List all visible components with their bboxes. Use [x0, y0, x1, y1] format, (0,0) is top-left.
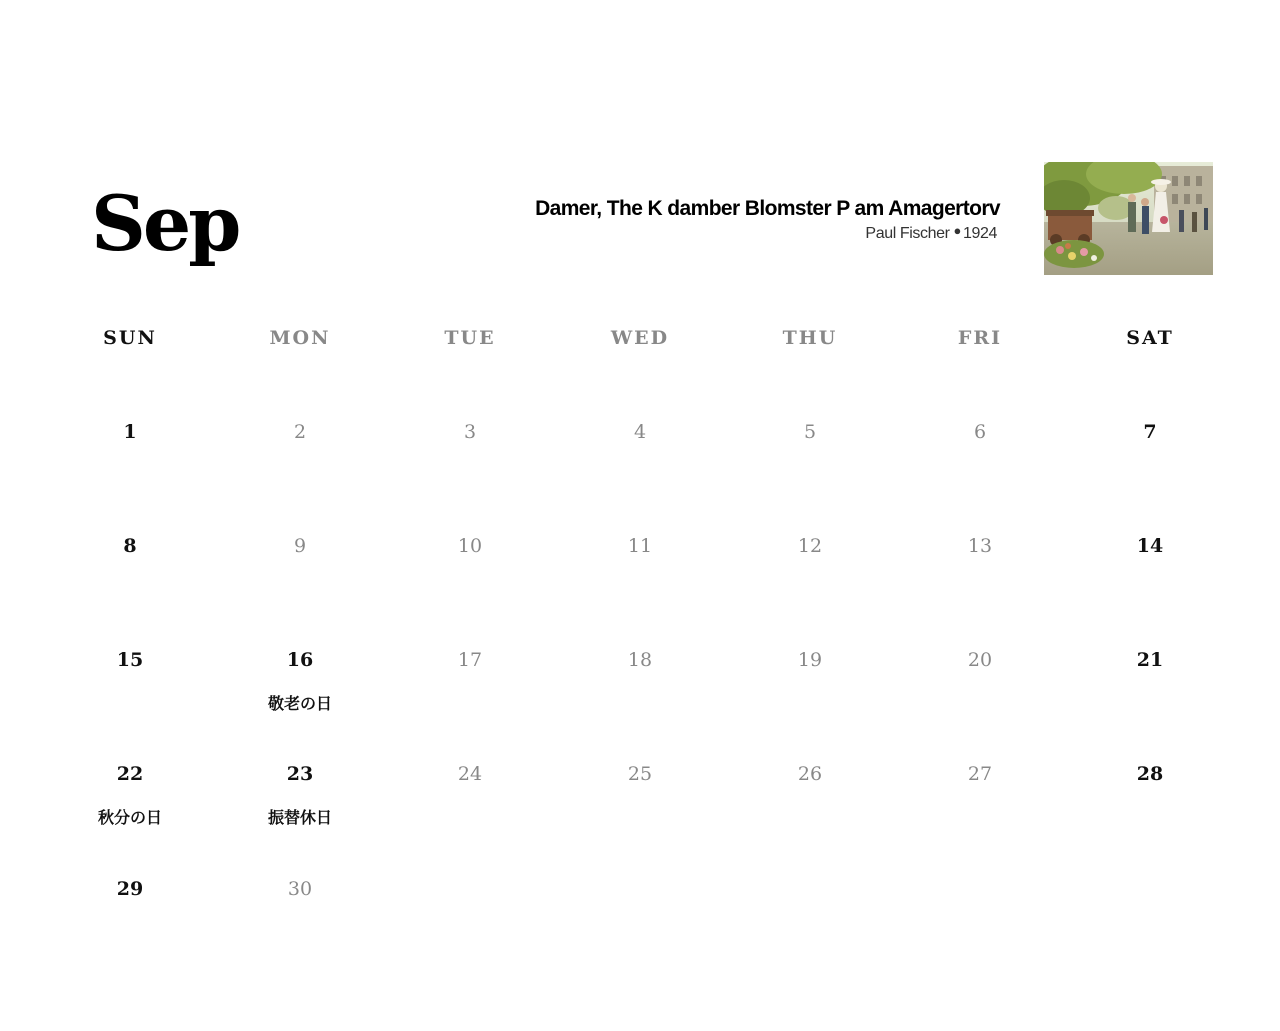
day-cell: 23 [286, 763, 314, 785]
day-cell: 22 [116, 763, 144, 785]
week-row-5 [45, 878, 1235, 918]
weekday-thu: THU [782, 327, 838, 349]
separator-dot: ● [953, 223, 961, 238]
holiday-label: 敬老の日 [267, 694, 332, 713]
day-cell: 5 [803, 421, 817, 443]
day-cell: 21 [1136, 649, 1164, 671]
artwork-year: 1924 [963, 225, 997, 242]
day-cell: 18 [627, 649, 653, 671]
day-cell: 8 [123, 535, 137, 557]
day-cell: 28 [1136, 763, 1164, 785]
day-cell: 27 [967, 763, 993, 785]
day-cell: 26 [797, 763, 823, 785]
day-cell: 12 [797, 535, 823, 557]
day-cell: 29 [116, 878, 144, 900]
weekday-wed: WED [610, 327, 670, 349]
week-row-3 [45, 649, 1235, 713]
weekday-sun: SUN [103, 327, 157, 349]
day-cell: 30 [287, 878, 313, 900]
week-row-2 [45, 535, 1235, 575]
day-cell: 14 [1136, 535, 1164, 557]
day-cell: 20 [967, 649, 993, 671]
day-cell: 1 [123, 421, 137, 443]
artwork-thumbnail [1044, 162, 1213, 275]
day-cell: 16 [286, 649, 314, 671]
weekday-header-row [45, 327, 1235, 367]
day-cell: 9 [293, 535, 307, 557]
artwork-meta [865, 225, 997, 243]
weekday-sat: SAT [1126, 327, 1174, 349]
month-title: Sep [91, 179, 239, 268]
holiday-label: 振替休日 [267, 808, 332, 827]
weekday-mon: MON [269, 327, 331, 349]
weekday-fri: FRI [957, 327, 1003, 349]
day-cell: 13 [967, 535, 993, 557]
day-cell: 3 [463, 421, 477, 443]
day-cell: 6 [973, 421, 987, 443]
artist-name: Paul Fischer [865, 225, 950, 242]
weekday-tue: TUE [444, 327, 496, 349]
day-cell: 24 [457, 763, 483, 785]
holiday-label: 秋分の日 [97, 808, 162, 827]
day-cell: 4 [633, 421, 647, 443]
week-row-1 [45, 421, 1235, 461]
day-cell: 25 [627, 763, 653, 785]
artwork-title: Damer, The K damber Blomster P am Amagertorv [535, 197, 1000, 220]
day-cell: 15 [116, 649, 144, 671]
week-row-4 [45, 763, 1235, 827]
day-cell: 7 [1143, 421, 1157, 443]
day-cell: 11 [627, 535, 653, 557]
day-cell: 17 [457, 649, 483, 671]
day-cell: 2 [293, 421, 307, 443]
day-cell: 10 [457, 535, 483, 557]
day-cell: 19 [797, 649, 823, 671]
